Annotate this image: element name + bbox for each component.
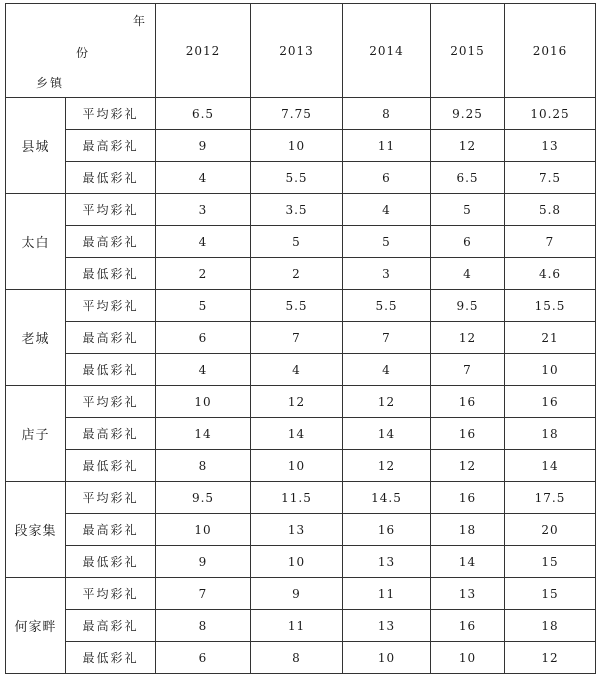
year-header: 2013 xyxy=(251,4,343,98)
township-name-cell: 县城 xyxy=(6,98,66,194)
township-name-cell: 店子 xyxy=(6,386,66,482)
table-row xyxy=(6,450,596,482)
table-row xyxy=(6,354,596,386)
value-cell: 18 xyxy=(505,418,596,450)
value-cell: 14 xyxy=(343,418,431,450)
township-name-cell: 何家畔 xyxy=(6,578,66,674)
metric-label-cell: 最高彩礼 xyxy=(66,130,156,162)
table-row xyxy=(6,226,596,258)
value-cell: 12 xyxy=(431,450,505,482)
value-cell: 14 xyxy=(156,418,251,450)
value-cell: 4 xyxy=(431,258,505,290)
value-cell: 5 xyxy=(251,226,343,258)
table-row xyxy=(6,578,596,610)
value-cell: 9.5 xyxy=(431,290,505,322)
corner-year-label: 年 xyxy=(132,14,145,28)
table-row xyxy=(6,98,596,130)
value-cell: 7.5 xyxy=(505,162,596,194)
value-cell: 5 xyxy=(431,194,505,226)
value-cell: 7 xyxy=(251,322,343,354)
metric-label-cell: 平均彩礼 xyxy=(66,98,156,130)
value-cell: 9 xyxy=(156,130,251,162)
township-name-cell: 段家集 xyxy=(6,482,66,578)
value-cell: 18 xyxy=(505,610,596,642)
value-cell: 4 xyxy=(343,354,431,386)
value-cell: 8 xyxy=(343,98,431,130)
corner-header-cell xyxy=(6,4,156,98)
value-cell: 13 xyxy=(343,546,431,578)
table-row xyxy=(6,546,596,578)
table-row xyxy=(6,162,596,194)
metric-label-cell: 最低彩礼 xyxy=(66,450,156,482)
table-row xyxy=(6,194,596,226)
value-cell: 16 xyxy=(431,610,505,642)
value-cell: 6 xyxy=(156,322,251,354)
value-cell: 18 xyxy=(431,514,505,546)
corner-township-label: 乡镇 xyxy=(36,76,65,90)
value-cell: 8 xyxy=(156,450,251,482)
township-name-cell: 太白 xyxy=(6,194,66,290)
value-cell: 5.5 xyxy=(251,162,343,194)
value-cell: 4.6 xyxy=(505,258,596,290)
metric-label-cell: 最低彩礼 xyxy=(66,258,156,290)
value-cell: 7.75 xyxy=(251,98,343,130)
value-cell: 2 xyxy=(156,258,251,290)
value-cell: 16 xyxy=(431,418,505,450)
value-cell: 10 xyxy=(251,546,343,578)
value-cell: 6.5 xyxy=(156,98,251,130)
value-cell: 12 xyxy=(431,130,505,162)
value-cell: 11.5 xyxy=(251,482,343,514)
metric-label-cell: 最高彩礼 xyxy=(66,418,156,450)
value-cell: 5.8 xyxy=(505,194,596,226)
value-cell: 10 xyxy=(505,354,596,386)
metric-label-cell: 平均彩礼 xyxy=(66,578,156,610)
value-cell: 10 xyxy=(251,130,343,162)
table-row xyxy=(6,290,596,322)
year-header: 2016 xyxy=(505,4,596,98)
value-cell: 7 xyxy=(505,226,596,258)
value-cell: 11 xyxy=(251,610,343,642)
table-row xyxy=(6,482,596,514)
year-header: 2012 xyxy=(156,4,251,98)
metric-label-cell: 平均彩礼 xyxy=(66,386,156,418)
value-cell: 14 xyxy=(251,418,343,450)
value-cell: 16 xyxy=(505,386,596,418)
township-name-cell: 老城 xyxy=(6,290,66,386)
table-row xyxy=(6,130,596,162)
year-header: 2014 xyxy=(343,4,431,98)
table-row xyxy=(6,514,596,546)
value-cell: 4 xyxy=(156,162,251,194)
value-cell: 13 xyxy=(251,514,343,546)
value-cell: 7 xyxy=(431,354,505,386)
table-row xyxy=(6,610,596,642)
value-cell: 4 xyxy=(251,354,343,386)
metric-label-cell: 最低彩礼 xyxy=(66,354,156,386)
value-cell: 12 xyxy=(343,450,431,482)
value-cell: 12 xyxy=(431,322,505,354)
table-row xyxy=(6,322,596,354)
value-cell: 11 xyxy=(343,130,431,162)
value-cell: 10 xyxy=(156,514,251,546)
metric-label-cell: 最低彩礼 xyxy=(66,642,156,674)
table-row xyxy=(6,642,596,674)
bride-price-table xyxy=(5,3,596,674)
table-row xyxy=(6,386,596,418)
value-cell: 8 xyxy=(251,642,343,674)
value-cell: 9 xyxy=(156,546,251,578)
value-cell: 21 xyxy=(505,322,596,354)
metric-label-cell: 最高彩礼 xyxy=(66,514,156,546)
value-cell: 10 xyxy=(431,642,505,674)
value-cell: 10.25 xyxy=(505,98,596,130)
corner-fen-label: 份 xyxy=(76,46,89,60)
value-cell: 14 xyxy=(431,546,505,578)
value-cell: 11 xyxy=(343,578,431,610)
header-row xyxy=(6,4,596,98)
value-cell: 5 xyxy=(156,290,251,322)
table-row xyxy=(6,258,596,290)
value-cell: 3.5 xyxy=(251,194,343,226)
value-cell: 16 xyxy=(431,482,505,514)
metric-label-cell: 最高彩礼 xyxy=(66,322,156,354)
value-cell: 10 xyxy=(251,450,343,482)
value-cell: 20 xyxy=(505,514,596,546)
value-cell: 2 xyxy=(251,258,343,290)
value-cell: 13 xyxy=(505,130,596,162)
metric-label-cell: 最低彩礼 xyxy=(66,546,156,578)
value-cell: 6.5 xyxy=(431,162,505,194)
value-cell: 6 xyxy=(431,226,505,258)
value-cell: 6 xyxy=(343,162,431,194)
value-cell: 13 xyxy=(431,578,505,610)
value-cell: 12 xyxy=(251,386,343,418)
value-cell: 4 xyxy=(156,354,251,386)
value-cell: 10 xyxy=(343,642,431,674)
bride-price-table-container xyxy=(5,3,596,674)
value-cell: 5.5 xyxy=(343,290,431,322)
value-cell: 4 xyxy=(156,226,251,258)
value-cell: 7 xyxy=(156,578,251,610)
value-cell: 8 xyxy=(156,610,251,642)
value-cell: 5 xyxy=(343,226,431,258)
value-cell: 15.5 xyxy=(505,290,596,322)
value-cell: 16 xyxy=(431,386,505,418)
value-cell: 3 xyxy=(156,194,251,226)
value-cell: 5.5 xyxy=(251,290,343,322)
metric-label-cell: 平均彩礼 xyxy=(66,194,156,226)
value-cell: 6 xyxy=(156,642,251,674)
value-cell: 12 xyxy=(343,386,431,418)
year-header: 2015 xyxy=(431,4,505,98)
value-cell: 15 xyxy=(505,578,596,610)
value-cell: 7 xyxy=(343,322,431,354)
value-cell: 9.25 xyxy=(431,98,505,130)
value-cell: 17.5 xyxy=(505,482,596,514)
metric-label-cell: 最高彩礼 xyxy=(66,226,156,258)
value-cell: 3 xyxy=(343,258,431,290)
value-cell: 12 xyxy=(505,642,596,674)
value-cell: 14.5 xyxy=(343,482,431,514)
value-cell: 10 xyxy=(156,386,251,418)
value-cell: 14 xyxy=(505,450,596,482)
value-cell: 16 xyxy=(343,514,431,546)
value-cell: 15 xyxy=(505,546,596,578)
table-row xyxy=(6,418,596,450)
metric-label-cell: 平均彩礼 xyxy=(66,482,156,514)
metric-label-cell: 平均彩礼 xyxy=(66,290,156,322)
value-cell: 4 xyxy=(343,194,431,226)
value-cell: 9 xyxy=(251,578,343,610)
metric-label-cell: 最高彩礼 xyxy=(66,610,156,642)
value-cell: 9.5 xyxy=(156,482,251,514)
metric-label-cell: 最低彩礼 xyxy=(66,162,156,194)
value-cell: 13 xyxy=(343,610,431,642)
